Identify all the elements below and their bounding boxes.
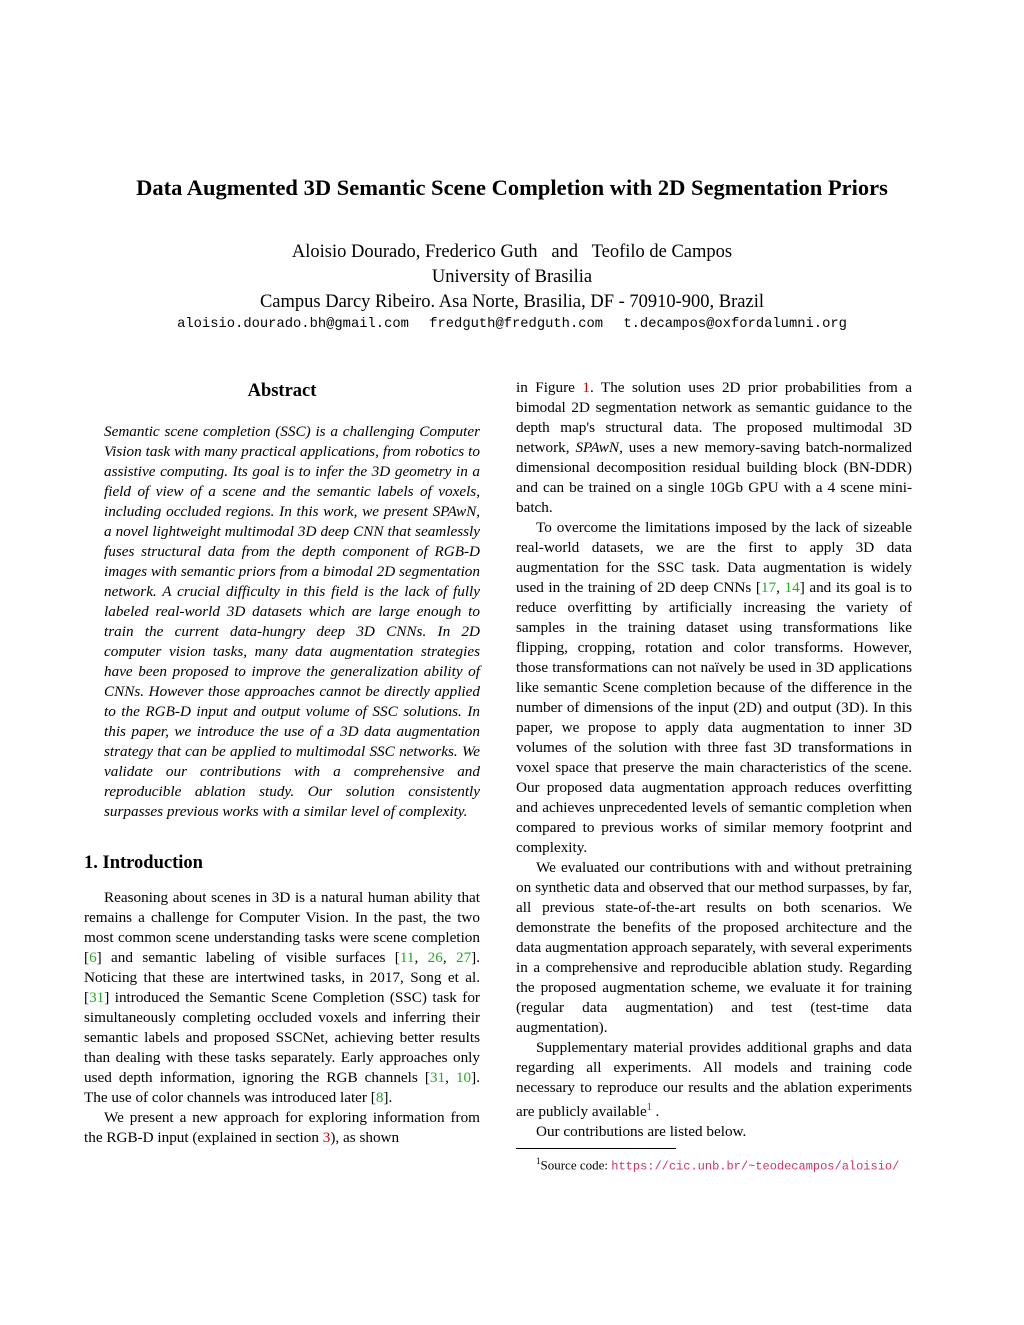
footnote-mark[interactable]: 1 (646, 1102, 652, 1113)
citation-link[interactable]: 31 (429, 1069, 446, 1086)
source-code-link[interactable]: https://cic.unb.br/~teodecampos/aloisio/ (611, 1159, 900, 1174)
abstract-heading: Abstract (247, 381, 317, 401)
section-heading-introduction: 1. Introduction (84, 853, 203, 873)
author-block (60, 240, 964, 315)
citation-link[interactable]: 14 (784, 579, 800, 596)
right-paragraph-1: To overcome the limitations imposed by the lack of sizeable real-world datasets, we are the first to apply 3D data augmentation for the SSC task. Data augmentation is widely used in the training of 2D deep CNNs [17, 14] and its goal is to reduce overfitting by artificially increasing the variety of samples in the training dataset using transformations like flipping, cropping, rotation and color transforms. However, those transformations can not naïvely be used in 3D applications like semantic Scene completion because of the difference in the number of dimensions of the input (2D) and output (3D). In this paper, we propose to apply data augmentation to inner 3D volumes of the solution with three fast 3D transformations in voxel space that preserve the main characteristics of the scene. Our proposed data augmentation approach reduces overfitting and achieves unprecedented levels of semantic completion when compared to previous works of similar memory footprint and complexity. (516, 519, 912, 856)
citation-link[interactable]: 6 (89, 949, 97, 966)
intro-paragraph-1: Reasoning about scenes in 3D is a natural human ability that remains a challenge for Computer Vision. In the past, the two most common scene understanding tasks were scene completion [6] and semantic labeling of visible surfaces [11, 26, 27]. Noticing that these are intertwined tasks, in 2017, Song et al. [31] introduced the Semantic Scene Completion (SSC) task for simultaneously completing occluded voxels and inferring their semantic labels and proposed SSCNet, achieving better results than dealing with these tasks separately. Early approaches only used depth information, ignoring the RGB channels [31, 10]. The use of color channels was introduced later [8]. (84, 889, 481, 1106)
right-column (516, 378, 912, 1175)
abstract-text (104, 422, 480, 822)
paper-title: Data Augmented 3D Semantic Scene Completion with 2D Segmentation Priors (136, 175, 888, 200)
right-paragraph-4: Our contributions are listed below. (536, 1123, 747, 1141)
citation-link[interactable]: 11 (399, 949, 415, 966)
citation-link[interactable]: 17 (760, 579, 777, 596)
author-names: Aloisio Dourado, Frederico Guth and Teofilo de Campos (291, 242, 733, 262)
section-ref-link[interactable]: 3 (322, 1129, 331, 1146)
footnote-number: 1 (536, 1156, 541, 1167)
intro-paragraph-2: We present a new approach for exploring information from the RGB-D input (explained in section 3), as shown (84, 1109, 480, 1146)
citation-link[interactable]: 27 (455, 949, 472, 966)
footnote-rule (516, 1148, 676, 1149)
figure-ref-link[interactable]: 1 (582, 379, 590, 396)
citation-link[interactable]: 26 (427, 949, 443, 966)
right-paragraph-0: in Figure 1. The solution uses 2D prior probabilities from a bimodal 2D segmentation network as semantic guidance to the depth map's structural data. The proposed multimodal 3D network, SPAwN, uses a new memory-saving batch-normalized dimensional decomposition residual building block (BN-DDR) and can be trained on a single 10Gb GPU with a 4 scene mini-batch. (516, 379, 912, 516)
email-1[interactable]: aloisio.dourado.bh@gmail.com (177, 317, 409, 332)
abstract-paragraph: Semantic scene completion (SSC) is a challenging Computer Vision task with many practical applications, from robotics to assistive computing. Its goal is to infer the 3D geometry in a field of view of a scene and the semantic labels of voxels, including occluded regions. In this work, we present SPAwN, a novel lightweight multimodal 3D deep CNN that seamlessly fuses structural data from the depth component of RGB-D images with semantic priors from a bimodal 2D segmentation network. A crucial difficulty in this field is the lack of fully labeled real-world 3D datasets which are large enough to train the current data-hungry deep 3D CNNs. In 2D computer vision tasks, many data augmentation strategies have been proposed to improve the generalization ability of CNNs. However those approaches cannot be directly applied to the RGB-D input and output volume of SSC solutions. In this paper, we introduce the use of a 3D data augmentation strategy that can be applied to multimodal SSC networks. We validate our contributions with a comprehensive and reproducible ablation study. Our solution consistently surpasses previous works with a similar level of complexity. (104, 423, 480, 820)
email-list (60, 315, 964, 335)
address: Campus Darcy Ribeiro. Asa Norte, Brasilia, DF - 70910-900, Brazil (259, 292, 765, 312)
citation-link[interactable]: 8 (375, 1089, 384, 1106)
email-3[interactable]: t.decampos@oxfordalumni.org (623, 317, 847, 332)
right-paragraph-3: Supplementary material provides additional graphs and data regarding all experiments. All models and training code necessary to reproduce our results and the ablation experiments are publicly available$^1$ . (516, 1039, 912, 1121)
email-2[interactable]: fredguth@fredguth.com (429, 317, 604, 332)
footnote-label: Source code: (540, 1157, 612, 1173)
citation-link[interactable]: 31 (89, 989, 105, 1006)
method-name: SPAwN (575, 439, 620, 456)
right-paragraph-2: We evaluated our contributions with and without pretraining on synthetic data and observed that our method surpasses, by far, all previous state-of-the-art results on both scenarios. We demonstrate the benefits of the proposed architecture and the data augmentation approach separately, with several experiments in a comprehensive and reproducible ablation study. Regarding the proposed augmentation scheme, we evaluate it for training (regular data augmentation) and test (test-time data augmentation). (516, 859, 912, 1036)
citation-link[interactable]: 10 (455, 1069, 472, 1086)
affiliation: University of Brasilia (431, 267, 593, 287)
footnote (536, 1153, 912, 1175)
left-column (84, 378, 480, 1148)
